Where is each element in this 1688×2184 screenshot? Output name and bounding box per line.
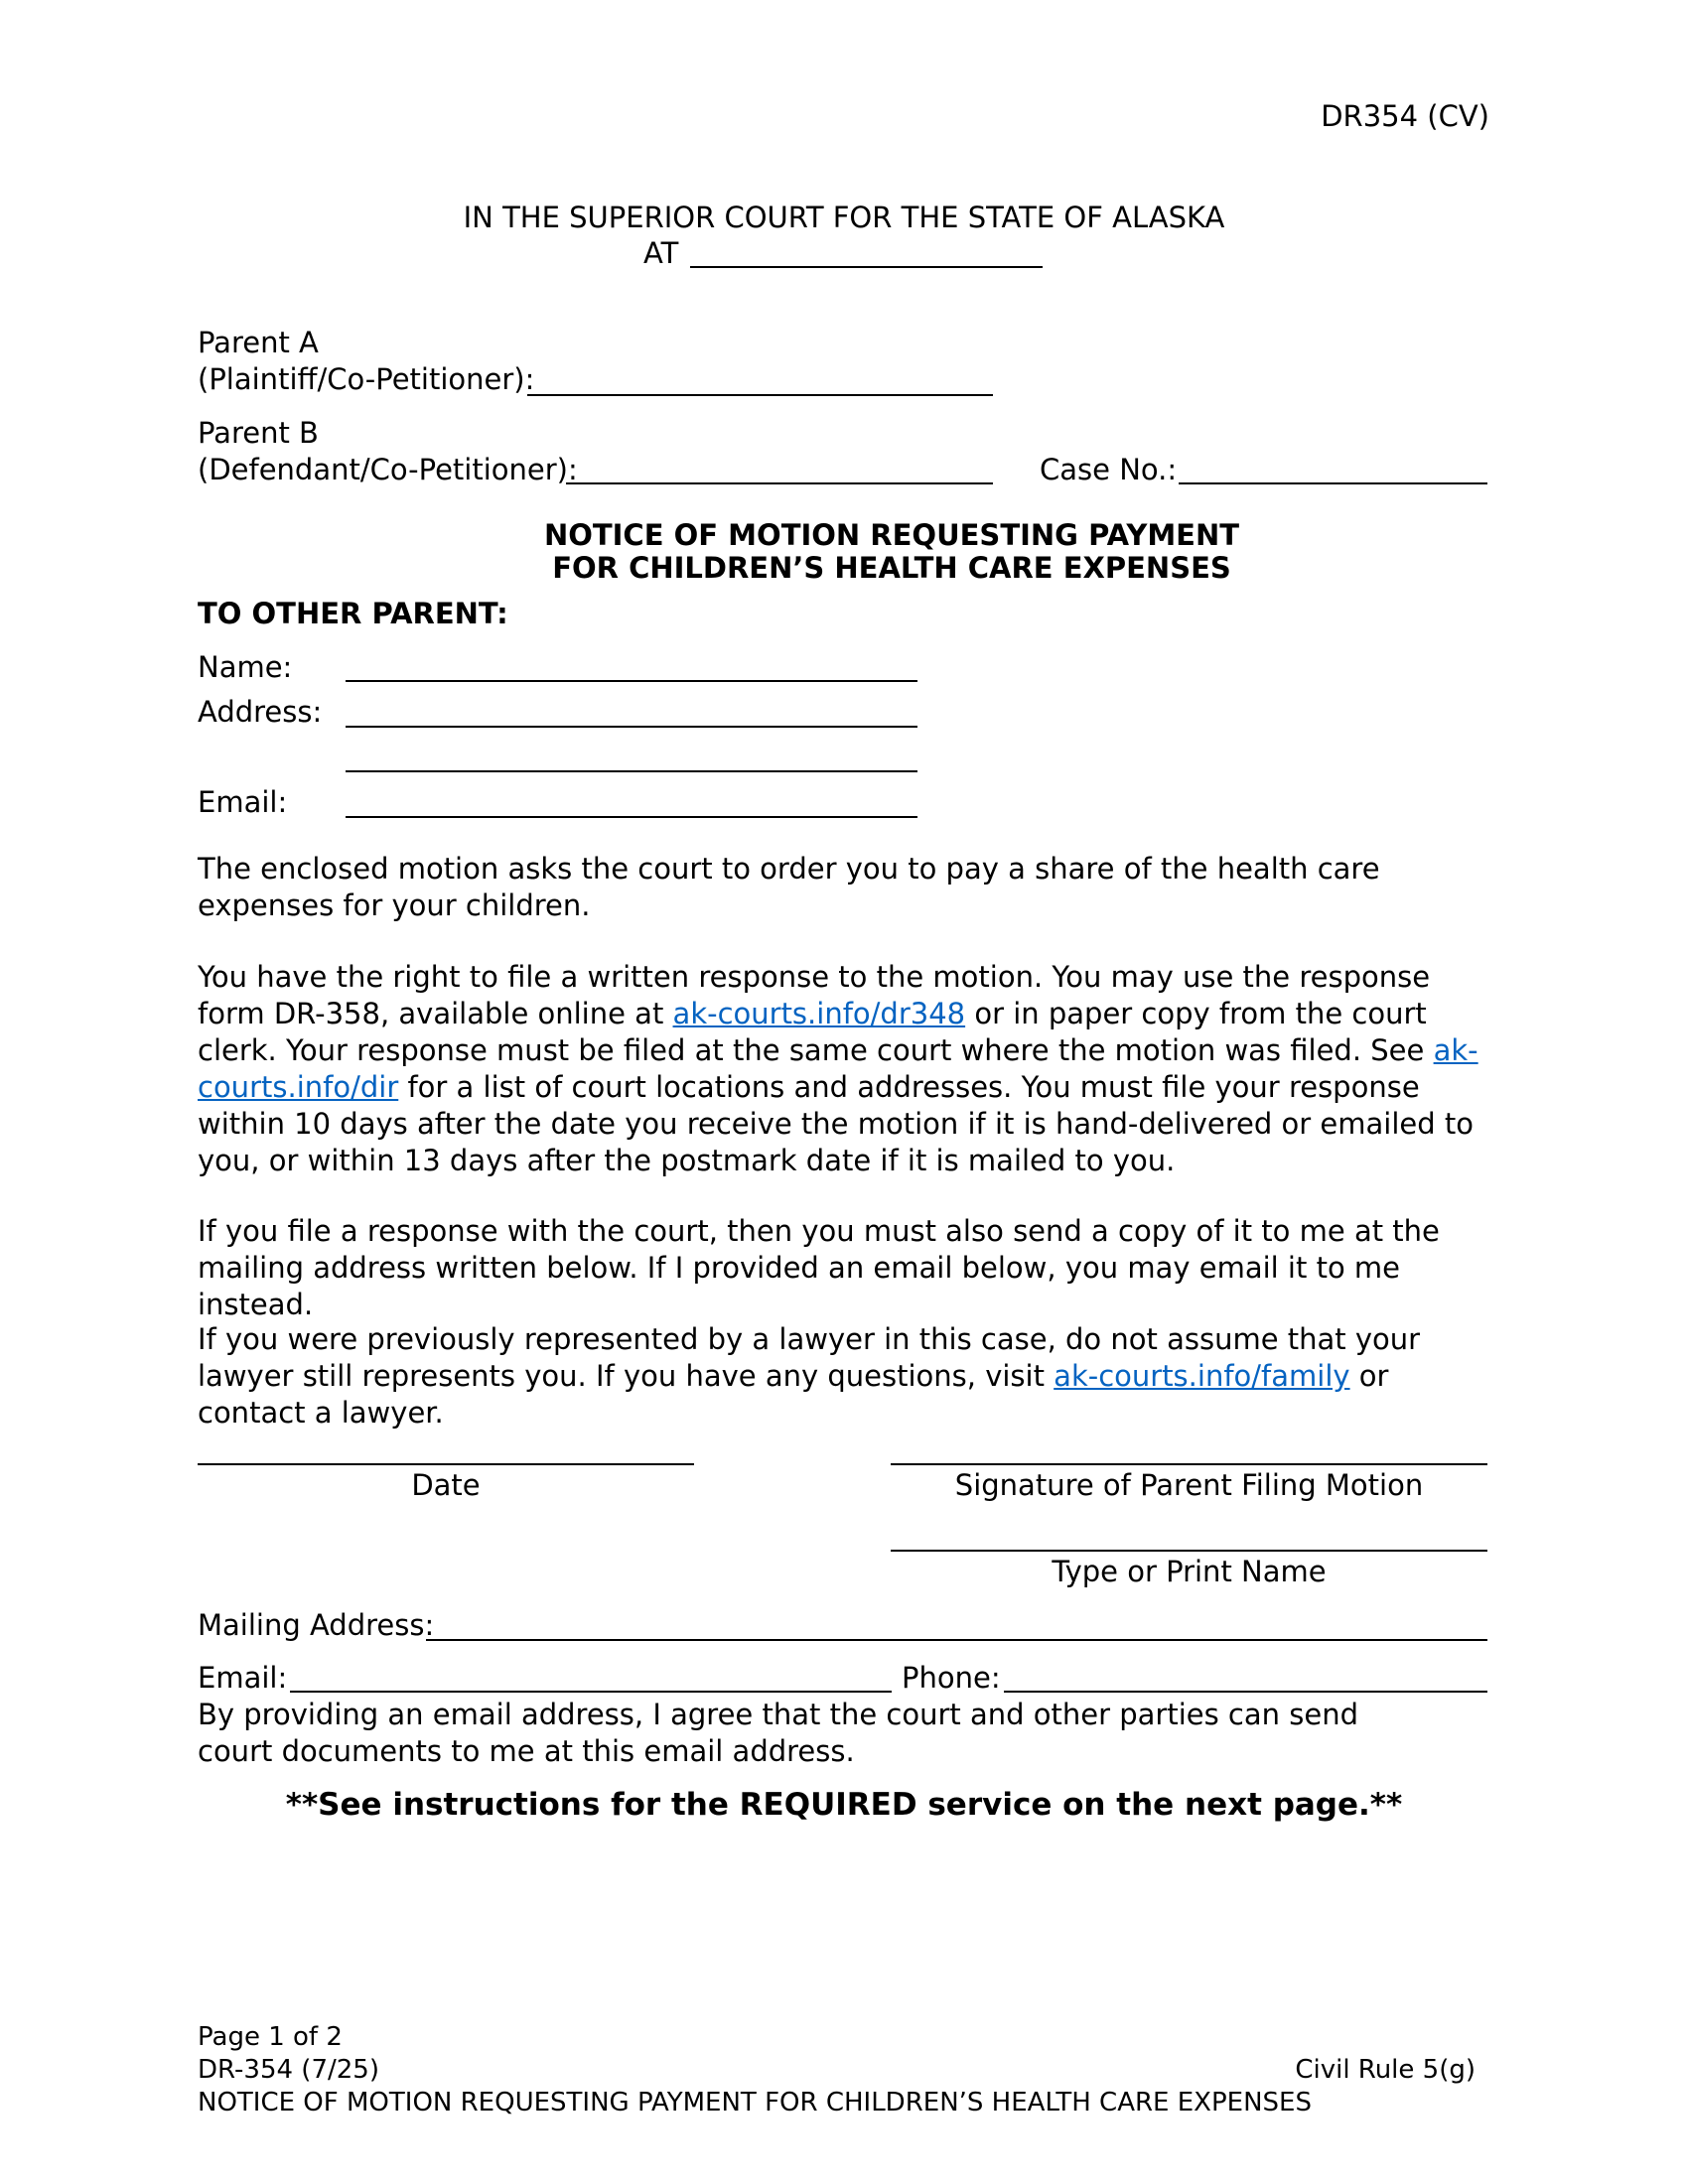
paragraph-motion-purpose: The enclosed motion asks the court to order you to pay a share of the health care expenses for your children.	[198, 852, 1380, 922]
court-location-field[interactable]	[690, 266, 1043, 268]
parent-a-label: Parent A	[198, 326, 319, 359]
signature-field[interactable]	[891, 1463, 1487, 1465]
other-parent-name-label: Name:	[198, 650, 293, 684]
link-dir[interactable]: ak-courts.info/dir	[198, 1033, 1478, 1104]
paragraph-send-copy: If you file a response with the court, then you must also send a copy of it to me at the mailing address written below. If I provided an email below, you may email it to me instead.	[198, 1214, 1440, 1321]
parent-a-role: (Plaintiff/Co-Petitioner):	[198, 362, 535, 396]
other-parent-address-label: Address:	[198, 695, 323, 729]
phone-label: Phone:	[902, 1661, 1001, 1695]
service-instructions-notice: **See instructions for the REQUIRED service on the next page.**	[285, 1787, 1403, 1823]
parent-b-label: Parent B	[198, 416, 319, 450]
court-title: IN THE SUPERIOR COURT FOR THE STATE OF ALASKA	[463, 201, 1225, 234]
court-at-label: AT	[643, 236, 679, 270]
print-name-label: Type or Print Name	[1052, 1555, 1327, 1588]
email-field[interactable]	[290, 1691, 892, 1693]
footer-form-revision: DR-354 (7/25)	[198, 2055, 379, 2085]
other-parent-address-field-1[interactable]	[346, 726, 917, 728]
paragraph-right-to-respond	[198, 959, 1498, 1179]
other-parent-name-field[interactable]	[346, 680, 917, 682]
p2-text-c: for a list of court locations and addresses. You must file your response within 10 days after the date you receive the motion if it is hand-delivered or emailed to you, or within 13 days after the postmark date if it is mailed to you.	[198, 1070, 1474, 1177]
notice-heading-line2: FOR CHILDREN’S HEALTH CARE EXPENSES	[552, 551, 1231, 585]
date-label: Date	[411, 1468, 481, 1502]
footer-civil-rule: Civil Rule 5(g)	[1295, 2055, 1476, 2085]
case-no-label: Case No.:	[1040, 453, 1178, 486]
p4-text-b: or contact a lawyer.	[198, 1359, 1389, 1430]
signature-label: Signature of Parent Filing Motion	[954, 1468, 1424, 1502]
footer-page-number: Page 1 of 2	[198, 2022, 343, 2052]
p2-text-a: You have the right to file a written response to the motion. You may use the response form DR-358, available online at	[198, 960, 1431, 1030]
notice-heading-line1: NOTICE OF MOTION REQUESTING PAYMENT	[543, 518, 1240, 552]
phone-field[interactable]	[1004, 1691, 1487, 1693]
p4-text-a: If you were previously represented by a lawyer in this case, do not assume that your lawyer still represents you. If you have any questions, visit	[198, 1322, 1421, 1393]
mailing-address-label: Mailing Address:	[198, 1608, 435, 1642]
paragraph-lawyer	[198, 1321, 1498, 1432]
other-parent-email-label: Email:	[198, 785, 288, 819]
form-code: DR354 (CV)	[1321, 99, 1489, 133]
parent-a-name-field[interactable]	[527, 394, 993, 396]
date-field[interactable]	[198, 1463, 694, 1465]
mailing-address-field[interactable]	[426, 1639, 1487, 1641]
p2-text-b: or in paper copy from the court clerk. Your response must be filed at the same court where the motion was filed. See	[198, 997, 1434, 1067]
other-parent-email-field[interactable]	[346, 816, 917, 818]
parent-b-name-field[interactable]	[566, 482, 993, 484]
link-dr348[interactable]: ak-courts.info/dr348	[672, 997, 966, 1030]
case-no-field[interactable]	[1179, 482, 1487, 484]
to-other-parent-title: TO OTHER PARENT:	[198, 597, 508, 630]
footer-form-title: NOTICE OF MOTION REQUESTING PAYMENT FOR CHILDREN’S HEALTH CARE EXPENSES	[198, 2088, 1312, 2117]
other-parent-address-field-2[interactable]	[346, 770, 917, 772]
link-family[interactable]: ak-courts.info/family	[1054, 1359, 1350, 1393]
email-label: Email:	[198, 1661, 288, 1695]
print-name-field[interactable]	[891, 1550, 1487, 1552]
email-consent-text: By providing an email address, I agree that the court and other parties can send court documents to me at this email address.	[198, 1698, 1358, 1768]
parent-b-role: (Defendant/Co-Petitioner):	[198, 453, 578, 486]
